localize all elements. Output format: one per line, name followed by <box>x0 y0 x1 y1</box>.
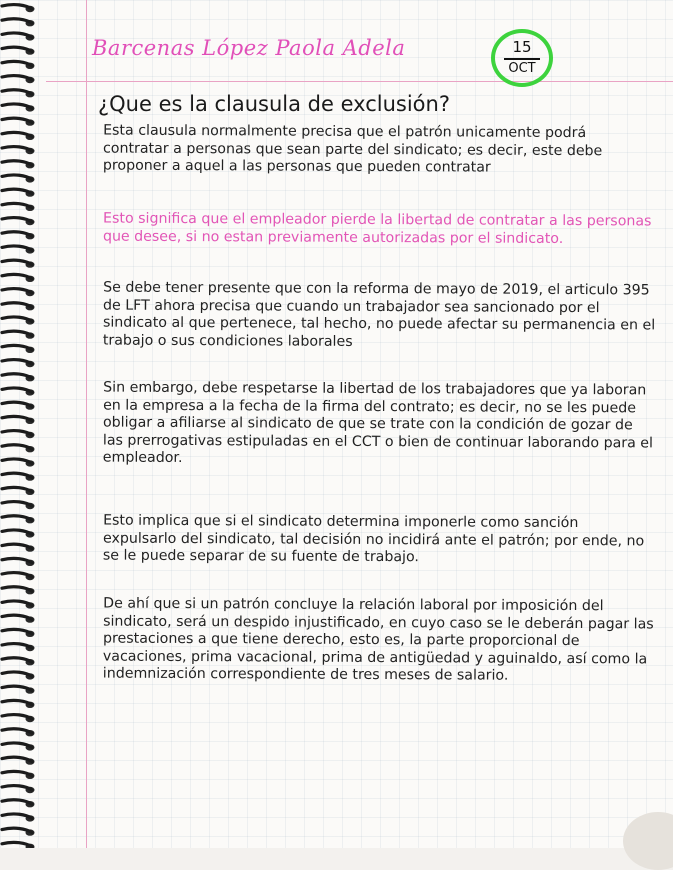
paragraph-reform: Se debe tener presente que con la reforma de mayo de 2019, el articulo 395 de LFT ahora precisa que cuando un trabajador sea sancionado por el sindicato al que pertenece, tal hecho, no puede afectar su permanencia en el trabajo o sus condiciones laborales <box>102 279 656 350</box>
spiral-coil <box>2 686 32 690</box>
spiral-coil <box>2 502 32 506</box>
spiral-coil <box>2 303 32 307</box>
spiral-coil <box>2 672 32 676</box>
spiral-coil <box>2 629 32 633</box>
spiral-coil <box>2 757 32 761</box>
spiral-coil <box>2 147 32 151</box>
spiral-coil <box>2 715 32 719</box>
spiral-coil <box>2 76 32 80</box>
margin-line <box>86 0 87 848</box>
spiral-coil <box>2 487 32 491</box>
date-day: 15 <box>512 38 532 56</box>
spiral-coil <box>2 33 32 37</box>
spiral-coil <box>2 814 32 818</box>
spiral-coil <box>2 658 32 662</box>
spiral-coil <box>2 842 32 846</box>
spiral-binding <box>0 0 46 848</box>
date-badge <box>491 29 553 87</box>
spiral-coil <box>2 289 32 293</box>
spiral-coil <box>2 331 32 335</box>
paragraph-meaning: Esto significa que el empleador pierde la libertad de contratar a las personas que desee, si no estan previamente autorizadas por el sindicato. <box>102 210 652 247</box>
spiral-coil <box>2 445 32 449</box>
spiral-coil <box>2 473 32 477</box>
date-month: OCT <box>508 61 536 76</box>
spiral-coil <box>2 828 32 832</box>
spiral-coil <box>2 104 32 108</box>
spiral-coil <box>2 459 32 463</box>
spiral-coil <box>2 47 32 51</box>
spiral-coil <box>2 530 32 534</box>
spiral-coil <box>2 402 32 406</box>
spiral-coil <box>2 431 32 435</box>
spiral-coil <box>2 189 32 193</box>
spiral-coil <box>2 274 32 278</box>
spiral-coil <box>2 573 32 577</box>
spiral-coil <box>2 218 32 222</box>
student-name: Barcenas López Paola Adela <box>92 36 406 60</box>
spiral-coil <box>2 317 32 321</box>
paragraph-definition: Esta clausula normalmente precisa que el patrón unicamente podrá contratar a personas que sean parte del sindicato; es decir, este debe proponer a aquel a las personas que pueden contratar <box>102 122 603 176</box>
spiral-coil <box>2 700 32 704</box>
spiral-coil <box>2 132 32 136</box>
spiral-coil <box>2 374 32 378</box>
spiral-coil <box>2 771 32 775</box>
spiral-coil <box>2 90 32 94</box>
paragraph-dismissal: De ahí que si un patrón concluye la relación laboral por imposición del sindicato, será un despido injustificado, en cuyo caso se le deberán pagar las prestaciones a que tiene derecho, esto es, la parte proporcional de vacaciones, prima vacacional, prima de antigüedad y aguinaldo, así como la indemnización correspondiente de tres meses de salario. <box>102 595 654 685</box>
spiral-coil <box>2 644 32 648</box>
spiral-coil <box>2 558 32 562</box>
spiral-coil <box>2 516 32 520</box>
spiral-coil <box>2 800 32 804</box>
spiral-coil <box>2 345 32 349</box>
spiral-coil <box>2 260 32 264</box>
spiral-coil <box>2 246 32 250</box>
spiral-coil <box>2 743 32 747</box>
spiral-coil <box>2 587 32 591</box>
spiral-coil <box>2 388 32 392</box>
spiral-coil <box>2 5 32 9</box>
spiral-coil <box>2 416 32 420</box>
paragraph-existing-workers: Sin embargo, debe respetarse la libertad de los trabajadores que ya laboran en la empresa a la fecha de la firma del contrato; es decir, no se les puede obligar a afiliarse al sindicato de que se trate con la condición de gozar de las prerrogativas estipuladas en el CCT o bien de continuar laborando para el empleador. <box>102 379 654 467</box>
date-divider <box>504 58 540 60</box>
spiral-coil <box>2 601 32 605</box>
spiral-coil <box>2 61 32 65</box>
spiral-coil <box>2 544 32 548</box>
spiral-coil <box>2 786 32 790</box>
page-title: ¿Que es la clausula de exclusión? <box>98 92 450 116</box>
spiral-coil <box>2 19 32 23</box>
spiral-coil <box>2 175 32 179</box>
spiral-coil <box>2 729 32 733</box>
spiral-coil <box>2 203 32 207</box>
paragraph-expulsion: Esto implica que si el sindicato determina imponerle como sanción expulsarlo del sindicato, tal decisión no incidirá ante el patrón; por ende, no se le puede separar de su fuente de trabajo. <box>102 512 645 566</box>
header-line <box>46 81 673 82</box>
spiral-coil <box>2 615 32 619</box>
spiral-coil <box>2 232 32 236</box>
page-corner-shadow <box>623 812 673 870</box>
spiral-coil <box>2 360 32 364</box>
spiral-coil <box>2 118 32 122</box>
spiral-coil <box>2 161 32 165</box>
